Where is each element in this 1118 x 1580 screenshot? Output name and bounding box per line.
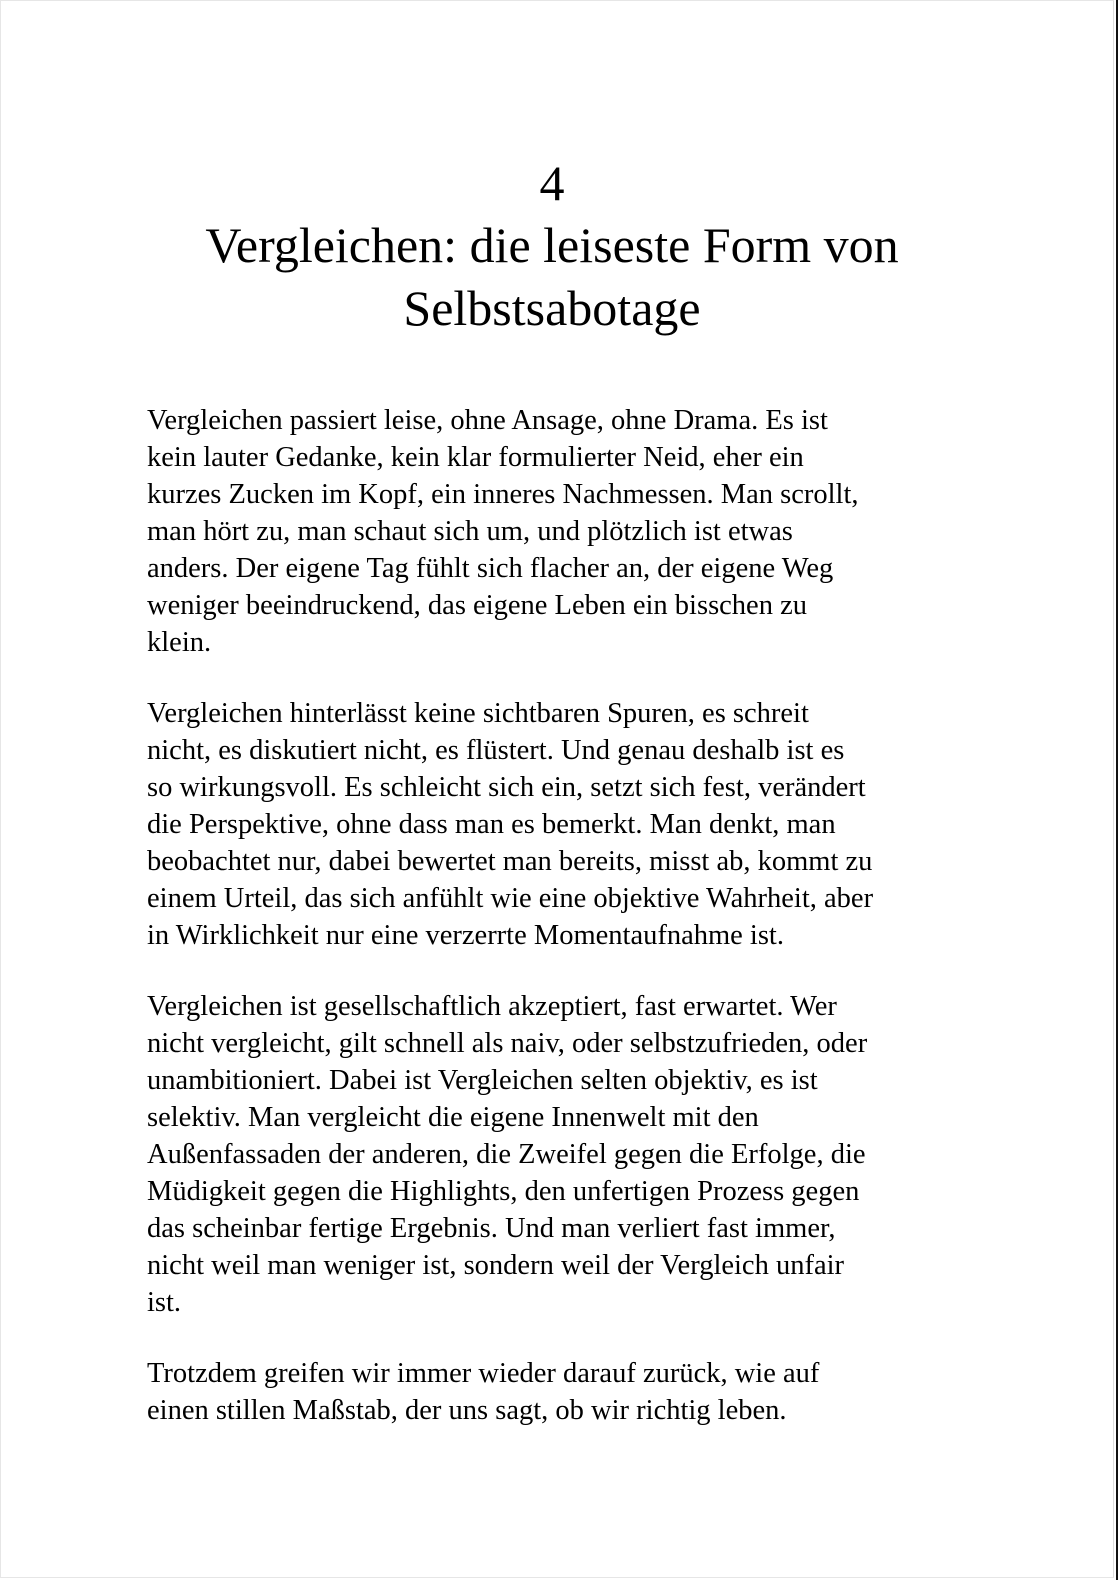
text-line: das scheinbar fertige Ergebnis. Und man verliert fast immer, [147,1213,836,1244]
text-line: Vergleichen passiert leise, ohne Ansage, ohne Drama. Es ist [147,405,828,436]
text-line: nicht weil man weniger ist, sondern weil der Vergleich unfair [147,1250,844,1281]
text-line: Trotzdem greifen wir immer wieder darauf zurück, wie auf [147,1358,820,1389]
text-line: nicht, es diskutiert nicht, es flüstert. Und genau deshalb ist es [147,735,845,766]
text-line: selektiv. Man vergleicht die eigene Innenwelt mit den [147,1102,759,1133]
chapter-title-line: Vergleichen: die leiseste Form von [205,217,899,273]
text-line: so wirkungsvoll. Es schleicht sich ein, setzt sich fest, verändert [147,772,866,803]
text-line: ist. [147,1287,182,1318]
text-line: einen stillen Maßstab, der uns sagt, ob wir richtig leben. [147,1395,787,1426]
paragraph [147,402,1047,661]
text-line: beobachtet nur, dabei bewertet man bereits, misst ab, kommt zu [147,846,873,877]
text-line: Außenfassaden der anderen, die Zweifel gegen die Erfolge, die [147,1139,866,1170]
text-line: nicht vergleicht, gilt schnell als naiv, oder selbstzufrieden, oder [147,1028,868,1059]
text-line: in Wirklichkeit nur eine verzerrte Momentaufnahme ist. [147,920,784,951]
text-line: Vergleichen hinterlässt keine sichtbaren Spuren, es schreit [147,698,809,729]
text-line: kein lauter Gedanke, kein klar formulierter Neid, eher ein [147,442,804,473]
paragraph [147,695,1047,954]
text-line: unambitioniert. Dabei ist Vergleichen selten objektiv, es ist [147,1065,818,1096]
chapter-title [0,214,1104,340]
chapter-body [147,402,1047,1463]
text-line: die Perspektive, ohne dass man es bemerkt. Man denkt, man [147,809,836,840]
text-line: man hört zu, man schaut sich um, und plötzlich ist etwas [147,516,793,547]
text-line: Müdigkeit gegen die Highlights, den unfertigen Prozess gegen [147,1176,860,1207]
paragraph [147,988,1047,1321]
text-line: weniger beeindruckend, das eigene Leben ein bisschen zu [147,590,807,621]
text-line: einem Urteil, das sich anfühlt wie eine objektive Wahrheit, aber [147,883,874,914]
text-line: anders. Der eigene Tag fühlt sich flacher an, der eigene Weg [147,553,834,584]
text-line: klein. [147,627,212,658]
paragraph [147,1355,1047,1429]
text-line: Vergleichen ist gesellschaftlich akzeptiert, fast erwartet. Wer [147,991,837,1022]
text-line: kurzes Zucken im Kopf, ein inneres Nachmessen. Man scrollt, [147,479,859,510]
chapter-number: 4 [539,155,565,211]
chapter-title-line: Selbstsabotage [403,280,701,336]
